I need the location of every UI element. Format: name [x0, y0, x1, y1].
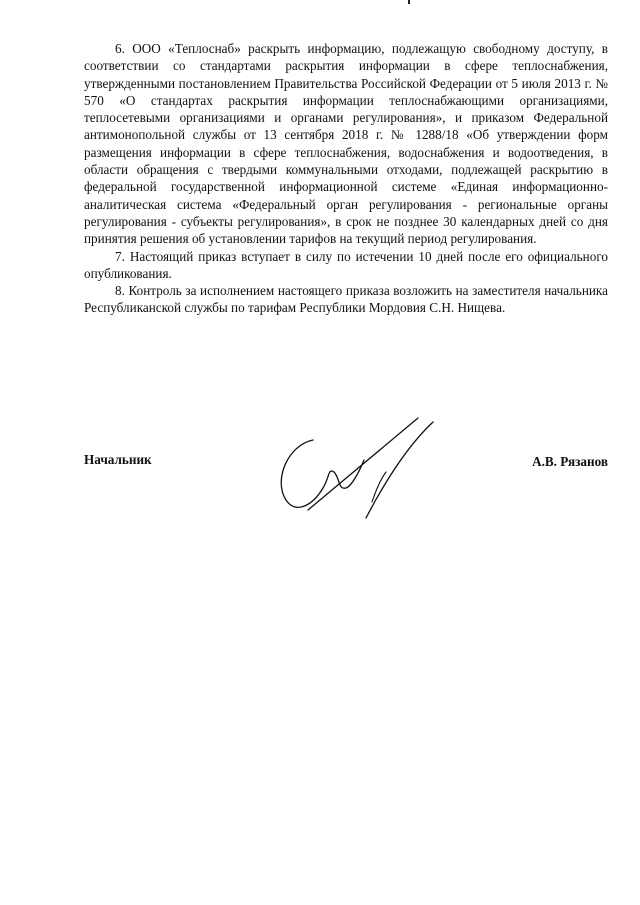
page-edge-mark: [408, 0, 410, 4]
handwritten-signature: [268, 410, 438, 520]
signatory-title: Начальник: [84, 452, 152, 467]
order-text: [84, 40, 608, 317]
paragraph-item-8: 8. Контроль за исполнением настоящего приказа возложить на заместителя начальника Республиканской службы по тарифам Республики Мордовия С.Н. Нищева.: [84, 283, 608, 316]
paragraph-item-7: 7. Настоящий приказ вступает в силу по истечении 10 дней после его официального опубликования.: [84, 248, 608, 281]
signatory-name: А.В. Рязанов: [532, 454, 608, 469]
paragraph-item-6: 6. ООО «Теплоснаб» раскрыть информацию, подлежащую свободному доступу, в соответствии со стандартами раскрытия информации в сфере теплоснабжения, утвержденными постановлением Правительства Российской Федерации от 5 июля 2013 г. № 570 «О стандартах раскрытия информации теплоснабжающими организациями, теплосетевыми организациями и органами регулирования», и приказом Федеральной антимонопольной службы от 13 сентября 2018 г. № 1288/18 «Об утверждении форм размещения информации в сфере теплоснабжения, водоснабжения и водоотведения, в области обращения с твердыми коммунальными отходами, подлежащей раскрытию в федеральной государственной информационной системе «Единая информационно-аналитическая система «Федеральный орган регулирования - региональные органы регулирования - субъекты регулирования», в срок не позднее 30 календарных дней со дня принятия решения об установлении тарифов на текущий период регулирования.: [84, 41, 608, 247]
